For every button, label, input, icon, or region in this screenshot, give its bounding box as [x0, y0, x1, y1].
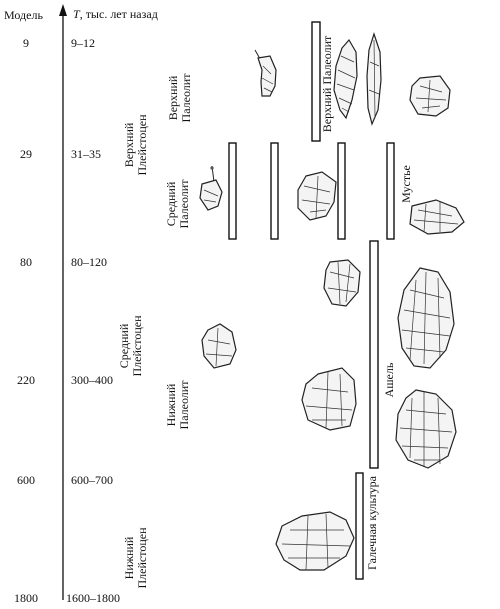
model-tick: 80: [20, 255, 32, 269]
pleistocene-lower-1: Нижний: [122, 536, 136, 580]
model-tick: 220: [17, 373, 35, 387]
model-tick: 29: [20, 147, 32, 161]
pleistocene-upper-2: Плейстоцен: [135, 114, 149, 176]
pleistocene-labels: [117, 114, 149, 589]
chopper-tool: [202, 324, 236, 368]
upper-paleolithic-bar: [312, 22, 320, 141]
pleistocene-middle-2: Плейстоцен: [130, 315, 144, 377]
leaf-point-tool: [334, 40, 357, 118]
axis-ticks: [14, 36, 120, 605]
years-tick: 1600–1800: [66, 591, 120, 605]
model-tick: 1800: [14, 591, 38, 605]
time-axis-label: T, тыс. лет назад: [73, 7, 158, 21]
flake-tool: [298, 172, 336, 220]
paleolithic-middle-2: Палеолит: [177, 179, 191, 229]
core-tool: [324, 260, 360, 306]
cleaver-tool: [302, 368, 356, 430]
paleolithic-lower-2: Палеолит: [177, 380, 191, 430]
pleistocene-upper-1: Верхний: [122, 122, 136, 168]
middle-paleolithic-bar-1: [229, 143, 236, 239]
mousterian-label: Мустье: [399, 165, 413, 203]
middle-paleolithic-bar-3: [338, 143, 345, 239]
handaxe-tool: [398, 268, 454, 368]
paleolithic-middle-1: Средний: [164, 181, 178, 227]
paleolithic-upper-2: Палеолит: [179, 73, 193, 123]
side-scraper-tool: [410, 200, 464, 234]
upper-paleolithic-label: Верхний Палеолит: [320, 35, 334, 133]
pebble-culture-label: Галечная культура: [365, 476, 379, 570]
acheulean-label: Ашель: [382, 362, 396, 398]
time-axis-arrow: [59, 4, 67, 16]
paleolithic-labels: [164, 73, 193, 430]
pleistocene-middle-1: Средний: [117, 323, 131, 369]
mousterian-bar: [387, 143, 394, 239]
pleistocene-lower-2: Плейстоцен: [135, 527, 149, 589]
years-tick: 31–35: [71, 147, 101, 161]
disc-core-tool: [410, 76, 450, 116]
blade-tool: [367, 34, 381, 124]
years-tick: 80–120: [71, 255, 107, 269]
model-tick: 9: [23, 36, 29, 50]
paleolithic-upper-1: Верхний: [166, 75, 180, 121]
small-point-tool: [200, 166, 222, 210]
handaxe-small-tool: [396, 390, 456, 468]
paleolithic-lower-1: Нижний: [164, 383, 178, 427]
years-tick: 600–700: [71, 473, 113, 487]
awl-tool: [255, 50, 276, 96]
model-tick: 600: [17, 473, 35, 487]
pebble-culture-bar: [356, 473, 363, 579]
years-tick: 300–400: [71, 373, 113, 387]
middle-paleolithic-bar-2: [271, 143, 278, 239]
pebble-chopper-tool: [276, 512, 354, 570]
model-axis-label: Модель: [4, 8, 43, 22]
years-tick: 9–12: [71, 36, 95, 50]
acheulean-bar: [370, 241, 378, 468]
